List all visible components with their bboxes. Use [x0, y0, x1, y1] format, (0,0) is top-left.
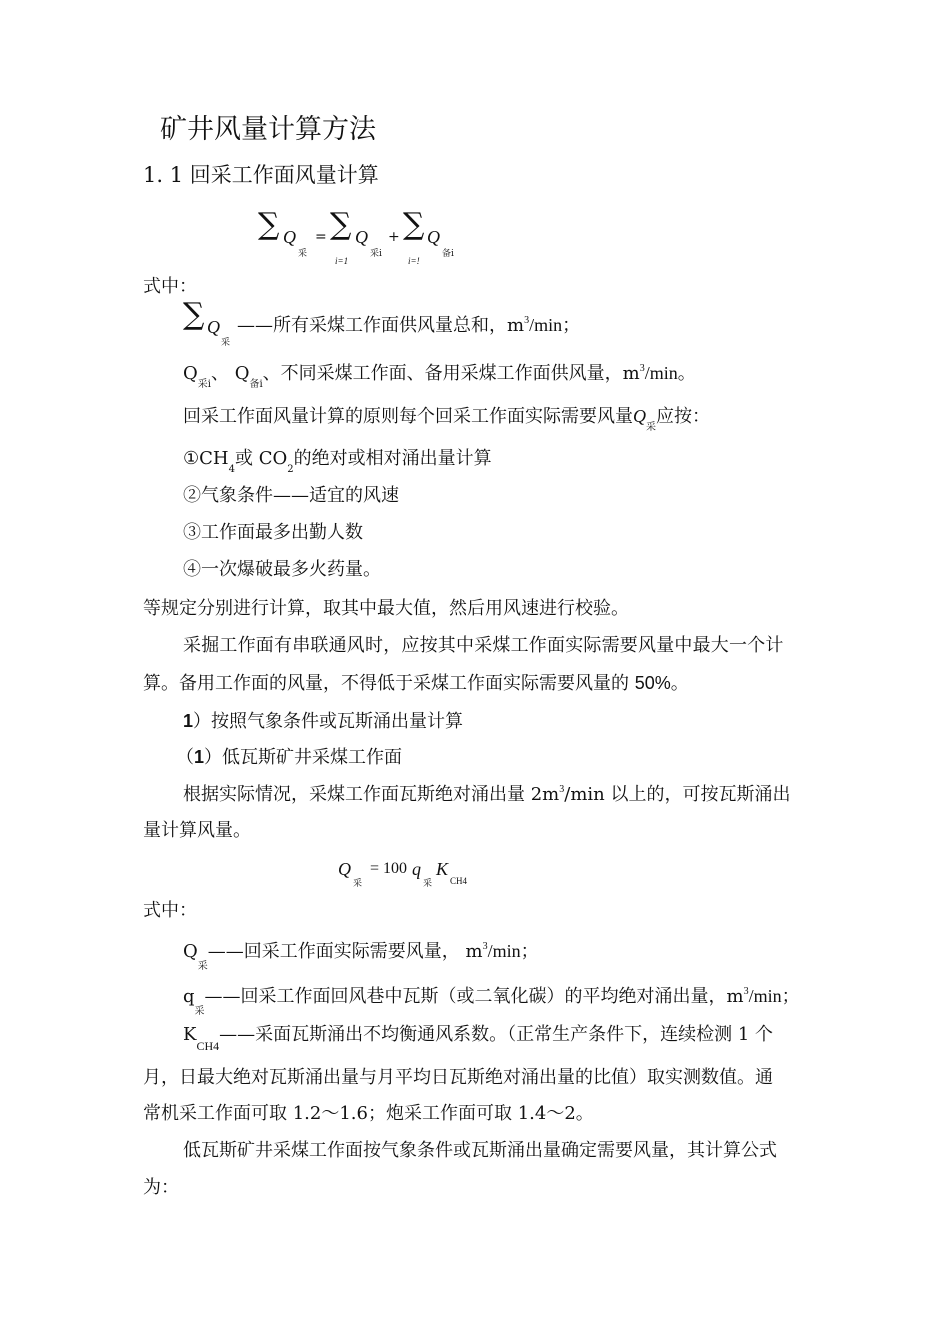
- list-item: ③工作面最多出勤人数: [183, 522, 363, 543]
- formula-sub: 备i: [442, 249, 454, 259]
- list-item: ②气象条件——适宜的风速: [183, 485, 399, 506]
- sigma-symbol: ∑: [403, 207, 425, 242]
- paragraph: 量计算风量。: [143, 820, 251, 841]
- subheading: [183, 710, 463, 733]
- paragraph: [143, 672, 689, 695]
- formula-lower-limit: i=1: [335, 256, 349, 266]
- formula-sub: 2: [287, 464, 294, 475]
- formula-k: K: [183, 1024, 197, 1045]
- definition: [183, 985, 800, 1017]
- formula-sub: 采: [423, 879, 433, 889]
- formula-q: Q: [427, 227, 440, 247]
- formula-sub: 采: [353, 879, 363, 889]
- unit-superscript: 3: [639, 363, 645, 374]
- formula-sub: CH4: [450, 876, 468, 886]
- formula-q: q: [183, 986, 195, 1007]
- formula-sub: 采: [298, 249, 308, 259]
- paragraph: 常机采工作面可取 1.2～1.6；炮采工作面可取 1.4～2。: [143, 1103, 594, 1124]
- principle-paragraph: [183, 405, 710, 431]
- paragraph: [183, 784, 790, 809]
- definition-total: [183, 297, 823, 350]
- formula-sub: 采: [646, 422, 656, 433]
- unit-superscript: 3: [482, 941, 488, 952]
- formula-sub: 采i: [370, 249, 382, 259]
- formula-sub: 采: [194, 1006, 205, 1017]
- definition-per-face: [183, 362, 696, 388]
- formula-q: Q: [183, 941, 198, 962]
- paragraph-text: 回采工作面风量计算的原则每个回采工作面实际需要风量: [183, 406, 633, 427]
- definition-text: ——所有采煤工作面供风量总和，m: [237, 315, 525, 336]
- paragraph: 采掘工作面有串联通风时，应按其中采煤工作面实际需要风量中最大一个计: [183, 635, 784, 656]
- paragraph: 低瓦斯矿井采煤工作面按气象条件或瓦斯涌出量确定需要风量，其计算公式: [183, 1140, 777, 1161]
- where-label: 式中：: [143, 276, 197, 297]
- definition-text: ——回采工作面回风巷中瓦斯（或二氧化碳）的平均绝对涌出量，m: [204, 986, 744, 1007]
- paragraph: 等规定分别进行计算，取其中最大值，然后用风速进行校验。: [143, 598, 629, 619]
- definition-text: ——回采工作面实际需要风量， m: [207, 941, 483, 962]
- definition: [183, 1024, 774, 1053]
- heading-text: （: [176, 747, 194, 768]
- definition: [183, 940, 539, 972]
- page-title: 矿井风量计算方法: [160, 114, 376, 145]
- formula-q: Q: [355, 227, 368, 247]
- heading-number: 1: [194, 747, 205, 767]
- formula-sub: 采: [197, 961, 208, 972]
- formula-total-airflow: [258, 208, 488, 268]
- unit-text: /min；: [487, 941, 539, 961]
- paragraph-text: 根据实际情况，采煤工作面瓦斯绝对涌出量 2m: [183, 784, 560, 805]
- paragraph-text: 。: [670, 673, 689, 694]
- section-heading: 1. 1 回采工作面风量计算: [143, 163, 379, 187]
- list-item: ④一次爆破最多火药量。: [183, 559, 381, 580]
- formula-lower-limit: i=!: [408, 256, 420, 266]
- unit-text: /min；: [529, 315, 581, 335]
- formula-sub: 备i: [249, 379, 263, 390]
- sigma-symbol: ∑: [183, 297, 205, 332]
- subheading: [176, 746, 402, 769]
- formula-q-small: q: [412, 859, 421, 879]
- paragraph: 为：: [143, 1177, 179, 1198]
- formula-q: Q: [633, 406, 646, 426]
- formula-sub: 采: [221, 338, 231, 348]
- plus-sign: +: [388, 229, 400, 245]
- formula-k: K: [436, 859, 449, 879]
- where-label: 式中：: [143, 900, 197, 921]
- formula-sub: 4: [228, 464, 235, 475]
- sigma-symbol: ∑: [330, 207, 352, 242]
- paragraph: 月，日最大绝对瓦斯涌出量与月平均日瓦斯绝对涌出量的比值）取实测数值。通: [143, 1067, 773, 1088]
- unit-text: /min；: [748, 986, 800, 1006]
- heading-number: 1: [183, 711, 194, 731]
- heading-text: ）低瓦斯矿井采煤工作面: [204, 747, 403, 768]
- unit-superscript: 3: [524, 315, 530, 326]
- list-item: [183, 448, 492, 473]
- formula-q: Q: [183, 363, 198, 384]
- paragraph-text: /min 以上的，可按瓦斯涌出: [564, 784, 791, 805]
- formula-sub: 采i: [197, 379, 211, 390]
- definition-text: ——采面瓦斯涌出不均衡通风系数。（正常生产条件下，连续检测 1 个: [219, 1024, 774, 1045]
- heading-text: ）按照气象条件或瓦斯涌出量计算: [193, 711, 464, 732]
- unit-superscript: 3: [559, 784, 565, 795]
- percentage-value: 50%: [634, 673, 671, 693]
- formula-q: Q: [283, 227, 296, 247]
- list-item-text: ①CH: [183, 448, 229, 469]
- formula-coefficient: = 100: [370, 860, 408, 877]
- unit-text: /min。: [644, 363, 696, 383]
- formula-q: Q: [338, 859, 351, 879]
- formula-q: Q: [207, 317, 220, 337]
- formula-sub: CH4: [196, 1039, 220, 1053]
- unit-superscript: 3: [743, 986, 749, 997]
- formula-q: 、 Q: [210, 363, 250, 384]
- paragraph-text: 算。备用工作面的风量，不得低于采煤工作面实际需要风量的: [143, 673, 635, 694]
- sigma-symbol: ∑: [258, 207, 280, 242]
- definition-text: 、不同采煤工作面、备用采煤工作面供风量，m: [262, 363, 640, 384]
- definition-text: [237, 314, 580, 340]
- paragraph-text: 应按：: [656, 406, 710, 427]
- equals-sign: =: [315, 229, 327, 245]
- formula-face-airflow: [338, 854, 538, 894]
- list-item-text: 的绝对或相对涌出量计算: [293, 448, 492, 469]
- list-item-text: 或 CO: [234, 448, 288, 469]
